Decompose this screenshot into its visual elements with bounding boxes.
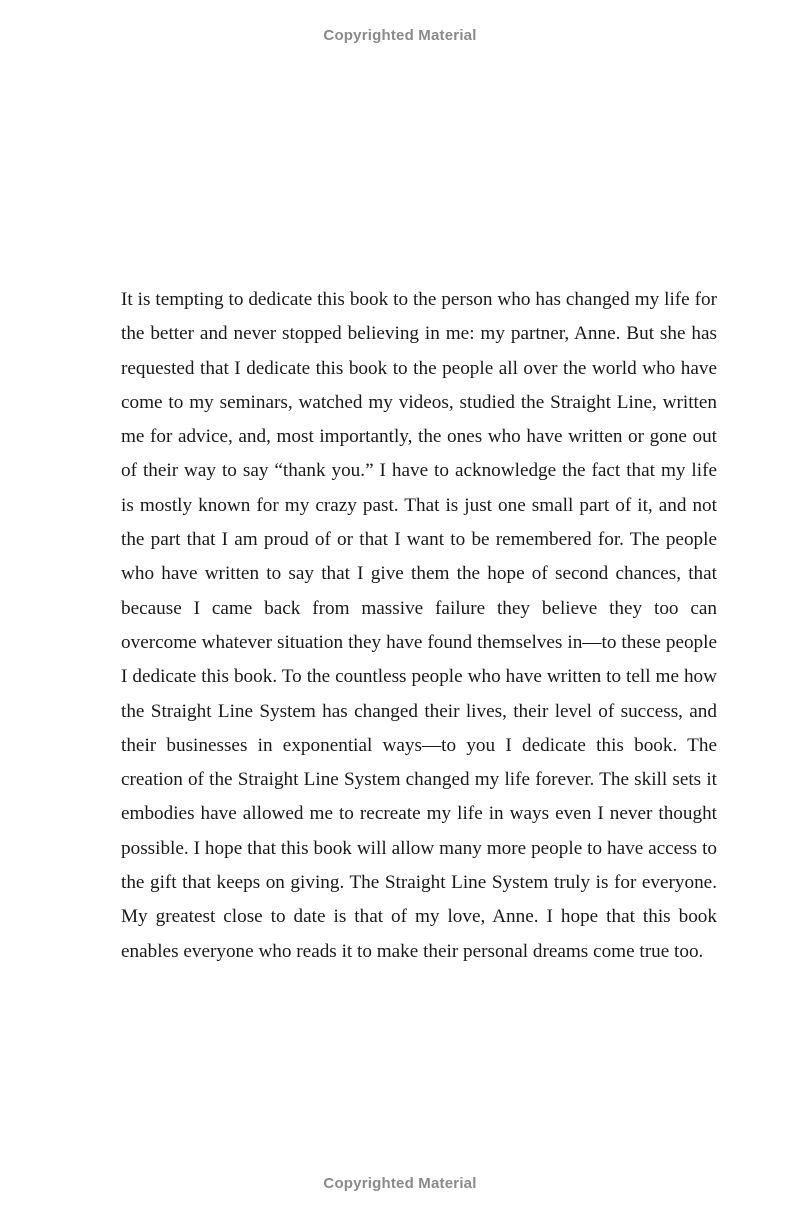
dedication-paragraph: It is tempting to dedicate this book to the person who has changed my life for the better and never stopped believing in me: my partner, Anne. But she has requested that I dedicate this book to the people all over the world who have come to my seminars, watched my videos, studied the Straight Line, written me for advice, and, most importantly, the ones who have written or gone out of their way to say “thank you.” I have to acknowledge the fact that my life is mostly known for my crazy past. That is just one small part of it, and not the part that I am proud of or that I want to be remembered for. The people who have written to say that I give them the hope of second chances, that because I came back from massive failure they believe they too can overcome whatever situation they have found themselves in—to these people I dedicate this book. To the countless people who have written to tell me how the Straight Line System has changed their lives, their level of success, and their businesses in exponential ways—to you I dedicate this book. The creation of the Straight Line System changed my life forever. The skill sets it embodies have allowed me to recreate my life in ways even I never thought possible. I hope that this book will allow many more people to have access to the gift that keeps on giving. The Straight Line System truly is for everyone. My greatest close to date is that of my love, Anne. I hope that this book enables everyone who reads it to make their personal dreams come true too. bbox=[121, 289, 717, 962]
copyright-watermark-bottom: Copyrighted Material bbox=[323, 1175, 477, 1192]
copyright-watermark-top: Copyrighted Material bbox=[323, 27, 477, 44]
